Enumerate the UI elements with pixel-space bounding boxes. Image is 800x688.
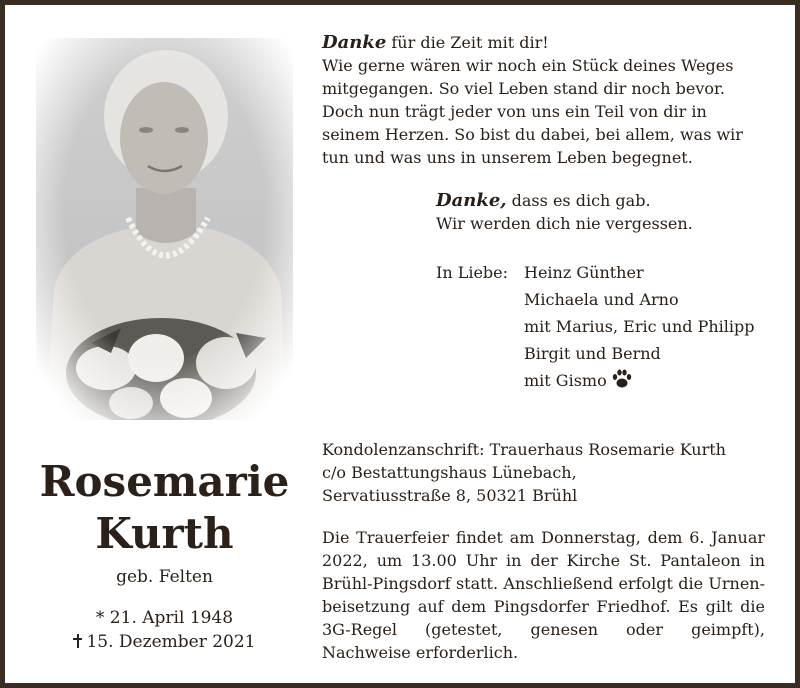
address-line: Kondolenzanschrift: Trauerhaus Rosemarie Kurth [322,440,726,459]
cross-icon [73,634,82,648]
poem-line: tun und was uns in unserem Leben begegnet. [322,148,693,167]
poem-line: Wie gerne wären wir noch ein Stück deines Weges [322,56,734,75]
mourner-name: Birgit und Bernd [524,344,661,363]
portrait-photo [36,38,293,420]
mourner-pet-row [524,367,784,398]
condolence-address [322,438,772,507]
funeral-notice: Die Trauerfeier findet am Donnerstag, dem 6. Januar 2022, um 13.00 Uhr in der Kirche St. Pantaleon in Brühl-Pingsdorf statt. Anschließend erfolgt die Urnenbeisetzung auf dem Pingsdorfer Friedhof. Es gilt die 3G-Regel (getestet, genesen oder geimpft), Nachweise erforderlich. [322,528,765,662]
mourner-name: mit Gismo [524,371,607,390]
poem-line-0 [322,31,762,54]
life-dates [36,606,293,654]
death-date-row [36,630,293,654]
death-date: 15. Dezember 2021 [86,632,256,652]
address-line: Servatiusstraße 8, 50321 Brühl [322,486,578,505]
poem-line: Doch nun trägt jeder von uns ein Teil von dir in [322,102,707,121]
mourner-name: mit Marius, Eric und Philipp [524,317,755,336]
mourners-list [524,259,784,398]
address-line: c/o Bestattungshaus Lünebach, [322,463,577,482]
born-name: geb. Felten [116,567,213,587]
mourners-label: In Liebe: [436,263,509,282]
mourner-name: Michaela und Arno [524,290,679,309]
last-name: Kurth [95,509,234,558]
thanks-line-2: Wir werden dich nie vergessen. [436,214,693,233]
poem-line: seinem Herzen. So bist du dabei, bei allem, was wir [322,125,743,144]
first-name: Rosemarie [39,457,290,506]
poem-lead-word: Danke [322,32,387,53]
mourner-name: Heinz Günther [524,263,644,282]
birth-date: * 21. April 1948 [95,608,234,628]
paw-print-icon [611,368,633,398]
poem-line: mitgegangen. So viel Leben stand dir noch bevor. [322,79,725,98]
thanks-lead-rest: dass es dich gab. [506,191,651,210]
poem [322,31,762,169]
poem-lead-rest: für die Zeit mit dir! [386,33,549,52]
thanks-lead-word: Danke, [436,190,507,211]
thanks-block [436,189,766,235]
